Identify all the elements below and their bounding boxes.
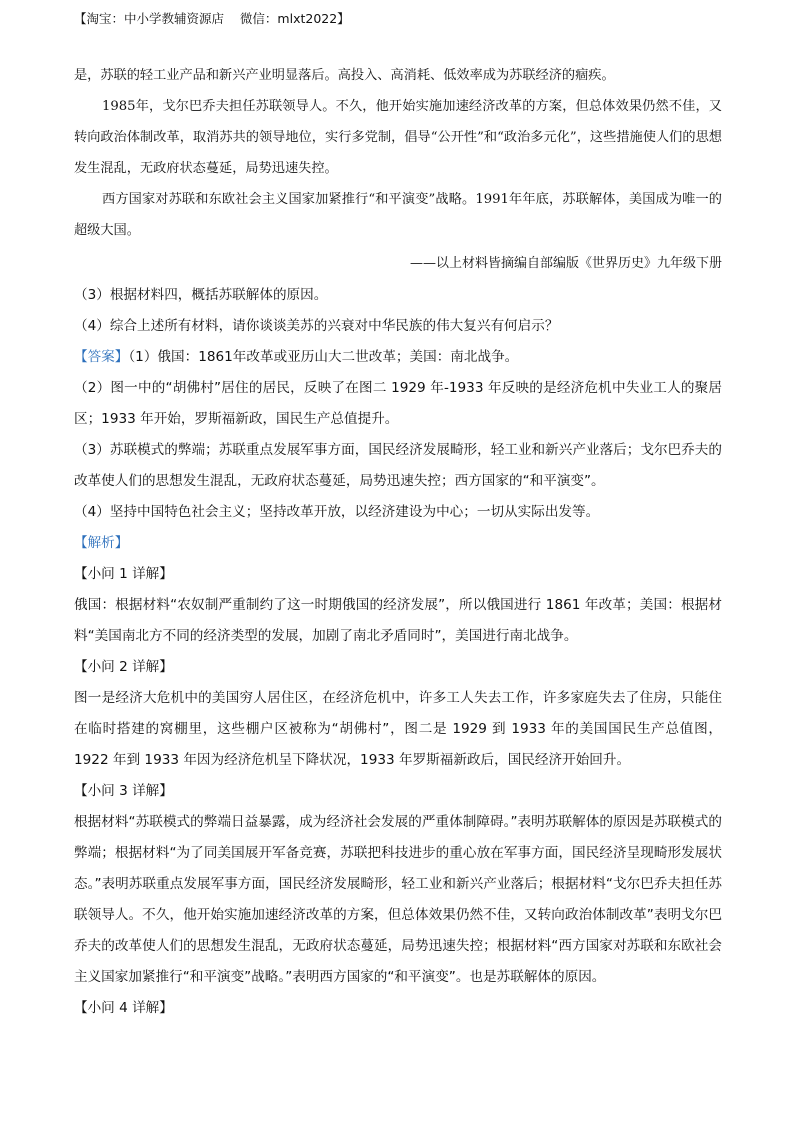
sub-question-2-title: 【小问 2 详解】 xyxy=(74,659,173,675)
answer-label: 【答案】 xyxy=(74,349,129,365)
sub-question-1-title: 【小问 1 详解】 xyxy=(74,566,173,582)
question-3: （3）根据材料四，概括苏联解体的原因。 xyxy=(74,287,328,303)
answer-1: 【答案】（1）俄国：1861年改革或亚历山大二世改革；美国：南北战争。 xyxy=(74,349,519,365)
answer-4: （4）坚持中国特色社会主义；坚持改革开放，以经济建设为中心；一切从实际出发等。 xyxy=(74,504,600,520)
material-paragraph-3: 西方国家对苏联和东欧社会主义国家加紧推行“和平演变”战略。1991年年底，苏联解体，美国成为唯一的超级大国。 xyxy=(74,192,722,238)
analysis-label: 【解析】 xyxy=(74,535,129,551)
material-line-1: 是，苏联的轻工业产品和新兴产业明显落后。高投入、高消耗、低效率成为苏联经济的痼疾。 xyxy=(74,68,615,83)
material-source: ——以上材料皆摘编自部编版《世界历史》九年级下册 xyxy=(409,256,722,271)
main-content xyxy=(74,280,722,1024)
sub-question-3-title: 【小问 3 详解】 xyxy=(74,783,173,799)
page-header xyxy=(74,9,350,27)
material-paragraph-2: 1985年，戈尔巴乔夫担任苏联领导人。不久，他开始实施加速经济改革的方案，但总体效果仍然不佳，又转向政治体制改革，取消苏共的领导地位，实行多党制，倡导“公开性”和“政治多元化”，这些措施使人们的思想发生混乱，无政府状态蔓延，局势迅速失控。 xyxy=(74,99,722,176)
sub-question-4-title: 【小问 4 详解】 xyxy=(74,1000,173,1016)
question-4: （4）综合上述所有材料，请你谈谈美苏的兴衰对中华民族的伟大复兴有何启示？ xyxy=(74,318,559,334)
header-shop: 【淘宝：中小学教辅资源店 xyxy=(74,11,225,26)
sub-question-1-text: 俄国：根据材料“农奴制严重制约了这一时期俄国的经济发展”，所以俄国进行 1861 年改革；美国：根据材料“美国南北方不同的经济类型的发展，加剧了南北矛盾同时”，美国进行南北战争。 xyxy=(74,597,722,644)
answer-3: （3）苏联模式的弊端；苏联重点发展军事方面，国民经济发展畸形，轻工业和新兴产业落后；戈尔巴乔夫的改革使人们的思想发生混乱，无政府状态蔓延，局势迅速失控；西方国家的“和平演变”。 xyxy=(74,442,722,489)
answer-2: （2）图一中的“胡佛村”居住的居民，反映了在图二 1929 年-1933 年反映的是经济危机中失业工人的聚居区；1933 年开始，罗斯福新政，国民生产总值提升。 xyxy=(74,380,722,427)
material-excerpt xyxy=(74,60,722,246)
header-wechat: 微信：mlxt2022】 xyxy=(239,11,350,26)
sub-question-2-text: 图一是经济大危机中的美国穷人居住区，在经济危机中，许多工人失去工作，许多家庭失去了住房，只能住在临时搭建的窝棚里，这些棚户区被称为“胡佛村”，图二是 1929 到 1933 年的美国国民生产总值图，1922 年到 1933 年因为经济危机呈下降状况，1933 年罗斯福新政后，国民经济开始回升。 xyxy=(74,690,722,768)
sub-question-3-text: 根据材料“苏联模式的弊端日益暴露，成为经济社会发展的严重体制障碍。”表明苏联解体的原因是苏联模式的弊端；根据材料“为了同美国展开军备竞赛，苏联把科技进步的重心放在军事方面，国民经济呈现畸形发展状态。”表明苏联重点发展军事方面，国民经济发展畸形，轻工业和新兴产业落后；根据材料“戈尔巴乔夫担任苏联领导人。不久，他开始实施加速经济改革的方案，但总体效果仍然不佳，又转向政治体制改革”表明戈尔巴乔夫的改革使人们的思想发生混乱，无政府状态蔓延，局势迅速失控；根据材料“西方国家对苏联和东欧社会主义国家加紧推行“和平演变”战略。”表明西方国家的“和平演变”。也是苏联解体的原因。 xyxy=(74,814,722,985)
